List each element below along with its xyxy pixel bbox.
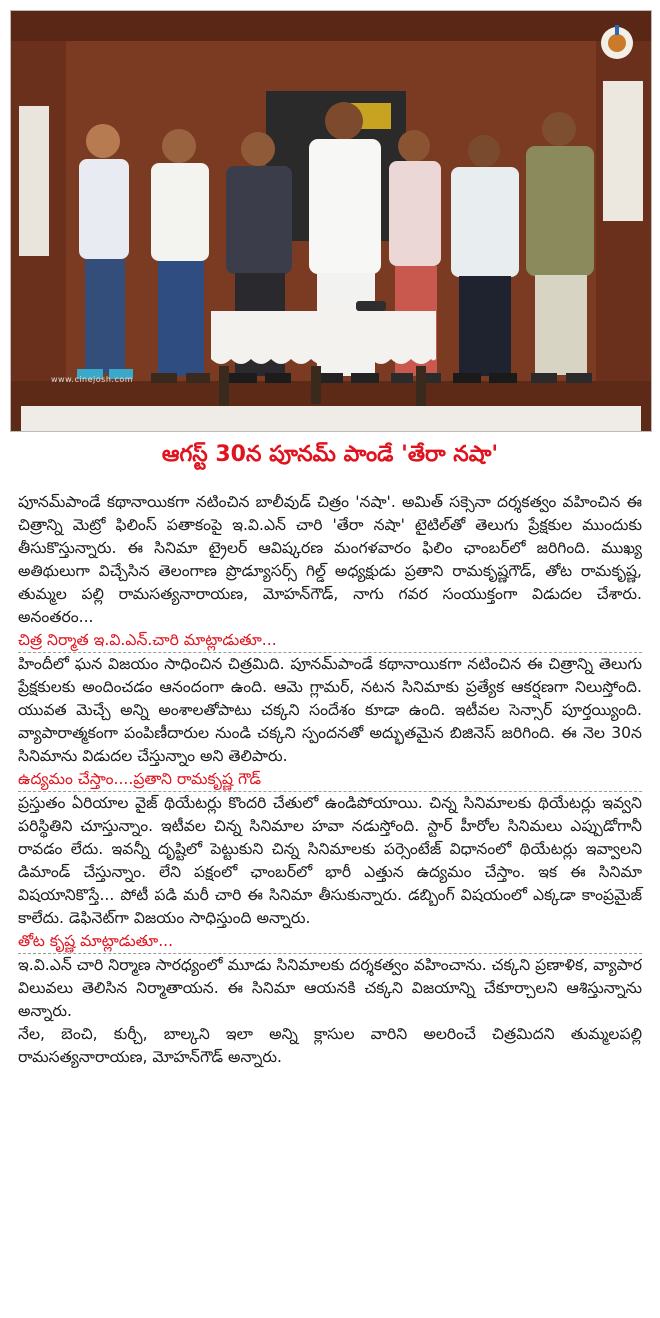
subhead-producer: చిత్ర నిర్మాత ఇ.వి.ఎన్.చారి మాట్లాడుతూ...	[18, 631, 277, 649]
subhead-wrap-2	[18, 768, 642, 792]
person-6	[451, 135, 519, 383]
subhead-wrap-1	[18, 629, 642, 653]
paragraph-producer: హిందీలో ఘన విజయం సాధించిన చిత్రమిది. పూనమ్‌పాండే కథానాయికగా నటించిన ఈ చిత్రాన్ని తెలుగు ప్రేక్షకులకు అందించడం ఆనందంగా ఉంది. ఆమె గ్లామర్, నటన సినిమాకు ప్రత్యేక ఆకర్షణగా నిలుస్తోంది. యువత మెచ్చే అన్ని అంశాలతోపాటు చక్కని సందేశం కూడా ఉంది. ఇటీవల సెన్సార్ పూర్తయ్యింది. వ్యాపారాత్మకంగా పంపిణీదారుల నుండి చక్కని స్పందనతో అద్భుతమైన బిజినెస్ జరిగింది. ఈ నెల 30న సినిమాను విడుదల చేస్తున్నాం అని తెలిపారు.	[18, 655, 642, 765]
person-7	[526, 112, 594, 383]
photo-scene	[11, 11, 651, 431]
paragraph-thota: ఇ.వి.ఎన్ చారి నిర్మాణ సారధ్యంలో మూడు సినిమాలకు దర్శకత్వం వహించాను. చక్కని ప్రణాళిక, వ్యాపార విలువలు తెలిసిన నిర్మాతాయన. ఈ సినిమా ఆయనకి చక్కని విజయాన్ని చేకూర్చాలని ఆశిస్తున్నాను అన్నారు.	[18, 956, 642, 1020]
paragraph-prathani: ప్రస్తుతం ఏరియాల వైజ్ థియేటర్లు కొందరి చేతులో ఉండిపోయాయి. చిన్న సినిమాలకు థియేటర్లు ఇవ్వని పరిస్థితిని చూస్తున్నాం. ఇటీవల చిన్న సినిమాల హవా నడుస్తోంది. స్టార్ హీరోల సినిమలు ఎప్పుడోగానీ రావడం లేదు. ఇవన్నీ దృష్టిలో పెట్టుకుని చిన్న సినిమాలకు పర్సెంటేజ్ విధానంలో థియేటర్లు ఇవ్వాలని డిమాండ్ చేస్తున్నాం. లేని పక్షంలో ఛాంబర్‌లో భారీ ఎత్తున ఉద్యమం చేస్తాం. ఇక ఈ సినిమా విషయానికొస్తే... పోటీ పడి మరీ చారి ఈ సినిమా తీసుకున్నారు. డబ్బింగ్ విషయంలో ఎక్కడా కాంప్రమైజ్ కాలేదు. డెఫినెట్‌గా విజయం సాధిస్తుంది అన్నారు.	[18, 794, 642, 927]
subhead-thota: తోట కృష్ణ మాట్లాడుతూ...	[18, 932, 174, 950]
event-photo	[10, 10, 652, 432]
person-1	[77, 124, 133, 379]
paragraph-intro: పూనమ్‌పాండే కథానాయికగా నటించిన బాలీవుడ్ చిత్రం 'నషా'. అమిత్ సక్సెనా దర్శకత్వం వహించిన ఈ చిత్రాన్ని మెట్రో ఫిలింస్ పతాకంపై ఇ.వి.ఎన్ చారి 'తేరా నషా' టైటిల్‌తో తెలుగు ప్రేక్షకుల ముందుకు తీసుకొస్తున్నారు. ఈ సినిమా ట్రైలర్ ఆవిష్కరణ మంగళవారం ఫిలిం ఛాంబర్‌లో జరిగింది. ముఖ్య అతిథులుగా విచ్చేసిన తెలంగాణ ప్రొడ్యూసర్స్ గిల్డ్ అధ్యక్షుడు ప్రతాని రామకృష్ణగౌడ్, తోట రామకృష్ణ, తుమ్మల పల్లి రామసత్యనారాయణ, మోహన్‌గౌడ్, నాగు గవర సంయుక్తంగా విడుదల చేశారు. అనంతరం...	[18, 493, 642, 626]
article-headline: ఆగస్ట్ 30న పూనమ్ పాండే 'తేరా నషా'	[161, 442, 499, 467]
watermark: www.cinejosh.com	[51, 375, 134, 384]
subhead-prathani: ఉద్యమం చేస్తాం....ప్రతాని రామకృష్ణ గౌడ్	[18, 770, 262, 788]
subhead-wrap-3	[18, 930, 642, 954]
paragraph-closing: నేల, బెంచి, కుర్చీ, బాల్కని ఇలా అన్ని క్లాసుల వారిని అలరించే చిత్రమిదని తుమ్మలపల్లి రామసత్యనారాయణ, మోహన్‌గౌడ్ అన్నారు.	[18, 1025, 642, 1066]
article-body	[18, 491, 642, 1069]
person-2	[151, 129, 210, 383]
